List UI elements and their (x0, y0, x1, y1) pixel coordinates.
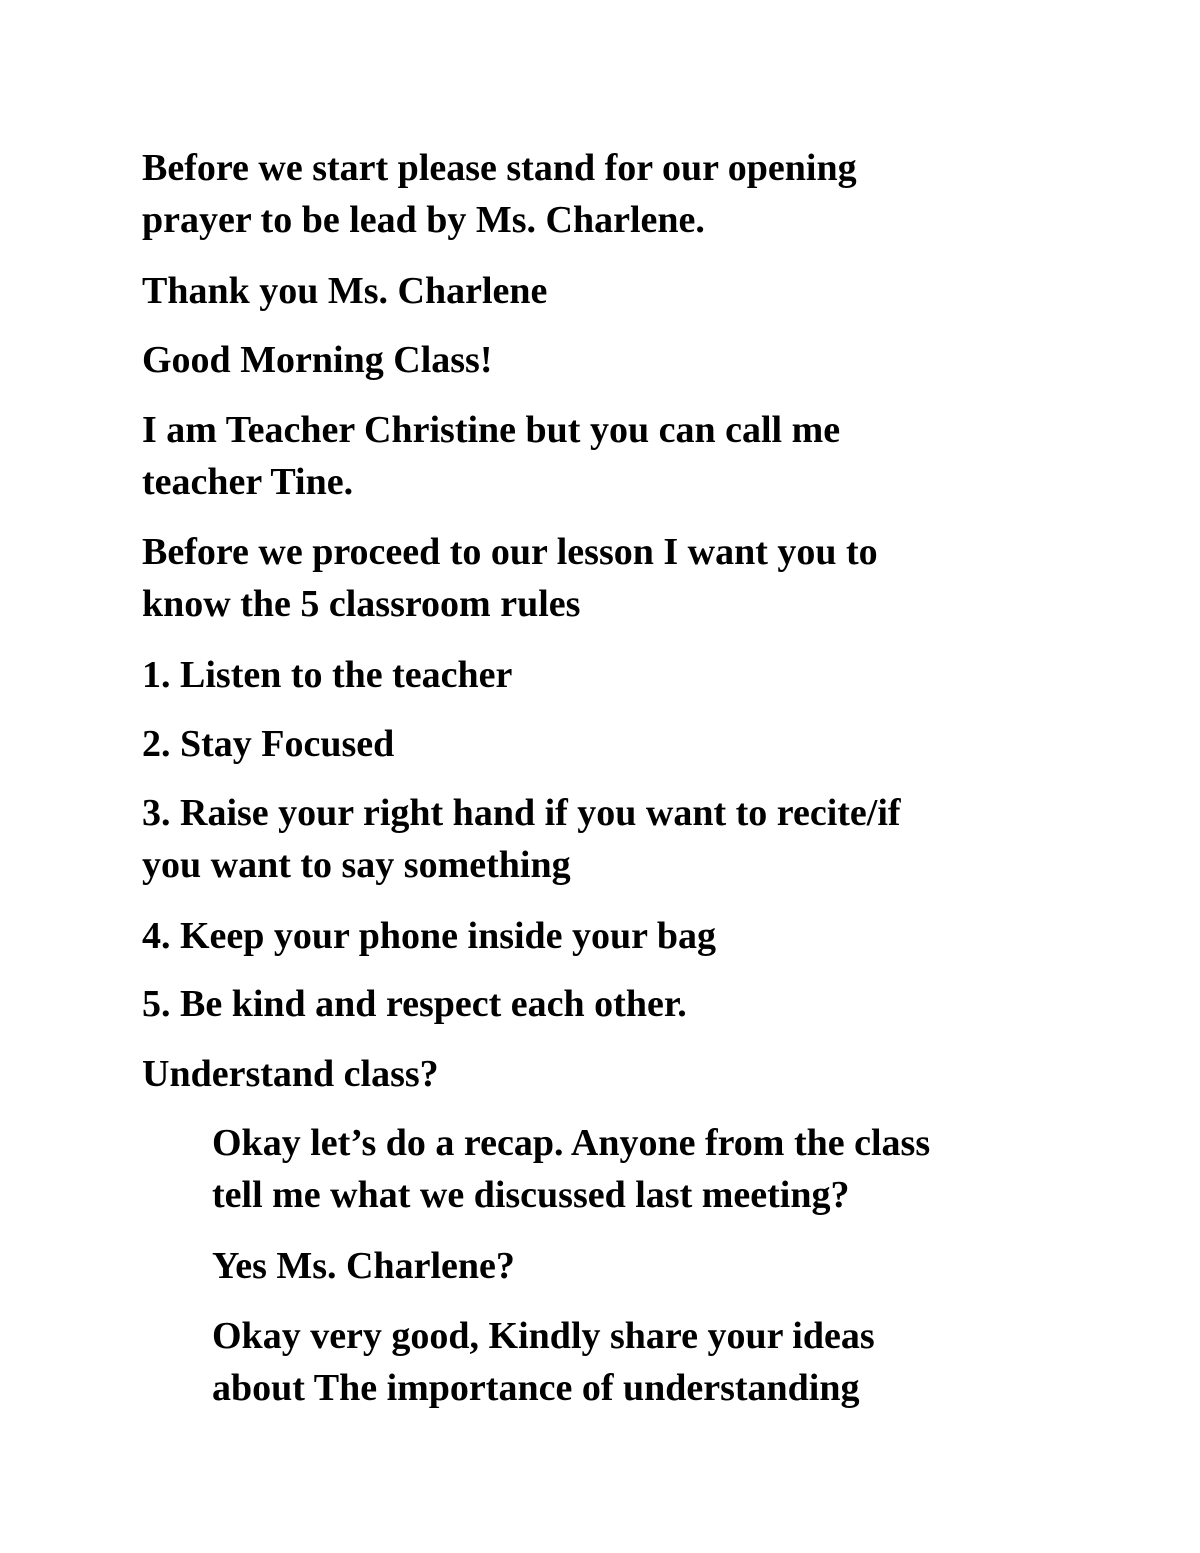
intro-line-2: teacher Tine. (142, 461, 354, 503)
share-line-1: Okay very good, Kindly share your ideas (212, 1315, 875, 1357)
rule-1-text: 1. Listen to the teacher (142, 654, 513, 696)
share-line-2: about The importance of understanding (212, 1367, 860, 1409)
greeting-line: Good Morning Class! (142, 339, 493, 381)
thanks-paragraph (142, 265, 547, 317)
share-paragraph (212, 1310, 875, 1414)
greeting-paragraph (142, 334, 492, 386)
rules-intro-paragraph (142, 526, 878, 630)
rule-item-3 (142, 787, 901, 891)
rule-5-text: 5. Be kind and respect each other. (142, 983, 687, 1025)
opening-prayer-line-1: Before we start please stand for our opening (142, 147, 857, 189)
rule-item-2 (142, 718, 394, 770)
rule-item-5 (142, 978, 687, 1030)
recap-line-1: Okay let’s do a recap. Anyone from the class (212, 1122, 931, 1164)
recap-paragraph (212, 1117, 930, 1221)
intro-line-1: I am Teacher Christine but you can call me (142, 409, 841, 451)
intro-paragraph (142, 404, 840, 508)
rules-intro-line-1: Before we proceed to our lesson I want you to (142, 531, 878, 573)
understand-line: Understand class? (142, 1053, 439, 1095)
call-on-paragraph (212, 1240, 515, 1292)
rule-item-4 (142, 910, 716, 962)
rule-3-line-1: 3. Raise your right hand if you want to recite/if (142, 792, 901, 834)
rules-intro-line-2: know the 5 classroom rules (142, 583, 581, 625)
rule-item-1 (142, 649, 512, 701)
rule-4-text: 4. Keep your phone inside your bag (142, 915, 716, 957)
opening-prayer-paragraph (142, 142, 857, 246)
call-on-line: Yes Ms. Charlene? (212, 1245, 515, 1287)
rule-3-line-2: you want to say something (142, 844, 571, 886)
thanks-line: Thank you Ms. Charlene (142, 270, 548, 312)
rule-2-text: 2. Stay Focused (142, 723, 395, 765)
recap-line-2: tell me what we discussed last meeting? (212, 1174, 850, 1216)
understand-paragraph (142, 1048, 439, 1100)
opening-prayer-line-2: prayer to be lead by Ms. Charlene. (142, 199, 705, 241)
